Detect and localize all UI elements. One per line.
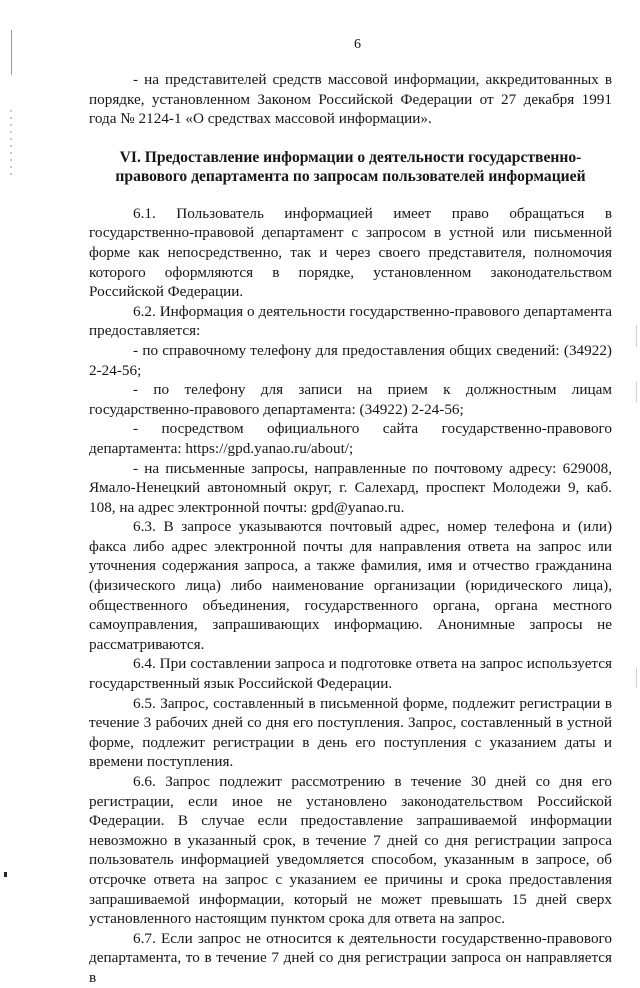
paragraph-6-7: 6.7. Если запрос не относится к деятельности государственно-правового департамента, то в течение 7 дней со дня регистрации запроса он направляется в [89, 929, 612, 986]
paragraph-6-2: 6.2. Информация о деятельности государственно-правового департамента предоставляется: [89, 302, 612, 340]
page-number: 6 [354, 37, 361, 52]
scan-edge-mark [636, 668, 637, 688]
scan-dot [4, 872, 7, 877]
scan-edge-mark [636, 382, 637, 402]
document-body [89, 70, 612, 988]
paragraph-6-5: 6.5. Запрос, составленный в письменной форме, подлежит регистрации в течение 3 рабочих дней со дня его поступления. Запрос, составленный в устной форме, подлежит регистрации в день его поступления с указанием даты и времени поступления. [89, 694, 612, 771]
scan-margin-line [11, 30, 12, 75]
section-heading: VI. Предоставление информации о деятельности государственно-правового департамента по запросам пользователей информацией [115, 148, 586, 185]
scan-margin-dots [10, 110, 12, 180]
intro-paragraph: - на представителей средств массовой информации, аккредитованных в порядке, установленном Законом Российской Федерации от 27 декабря 1991 года № 2124-1 «О средствах массовой информации». [89, 71, 612, 128]
list-item-appointment-phone: - по телефону для записи на прием к должностным лицам государственно-правового департамента: (34922) 2-24-56; [89, 381, 612, 418]
list-item-official-site: - посредством официального сайта государственно-правового департамента: https://gpd.yanao.ru/about/; [89, 420, 612, 457]
scan-edge-mark [636, 325, 637, 347]
paragraph-6-6: 6.6. Запрос подлежит рассмотрению в течение 30 дней со дня его регистрации, если иное не установлено законодательством Российской Федерации. В случае если предоставление запрашиваемой информации невозможно в указанный срок, в течение 7 дней со дня регистрации запроса пользователь информацией уведомляется способом, указанным в запросе, об отсрочке ответа на запрос с указанием ее причины и срока предоставления запрашиваемой информации, который не может превышать 15 дней сверх установленного настоящим пунктом срока для ответа на запрос. [89, 773, 612, 928]
list-item-reference-phone: - по справочному телефону для предоставления общих сведений: (34922) 2-24-56; [89, 341, 612, 379]
list-item-written-requests: - на письменные запросы, направленные по почтовому адресу: 629008, Ямало-Ненецкий автономный округ, г. Салехард, проспект Молодежи 9, каб. 108, на адрес электронной почты: gpd@yanao.ru. [89, 459, 612, 516]
paragraph-6-3: 6.3. В запросе указываются почтовый адрес, номер телефона и (или) факса либо адрес электронной почты для направления ответа на запрос или уточнения содержания запроса, а также фамилия, имя и отчество гражданина (физического лица) либо наименование организации (юридического лица), общественного объединения, государственного органа, органа местного самоуправления, запрашивающих информацию. Анонимные запросы не рассматриваются. [89, 518, 612, 653]
paragraph-6-1: 6.1. Пользователь информацией имеет право обращаться в государственно-правовой департамент с запросом в устной или письменной форме как непосредственно, так и через своего представителя, полномочия которого оформляются в порядке, установленном законодательством Российской Федерации. [89, 204, 612, 301]
paragraph-6-4: 6.4. При составлении запроса и подготовке ответа на запрос используется государственный язык Российской Федерации. [89, 655, 612, 693]
